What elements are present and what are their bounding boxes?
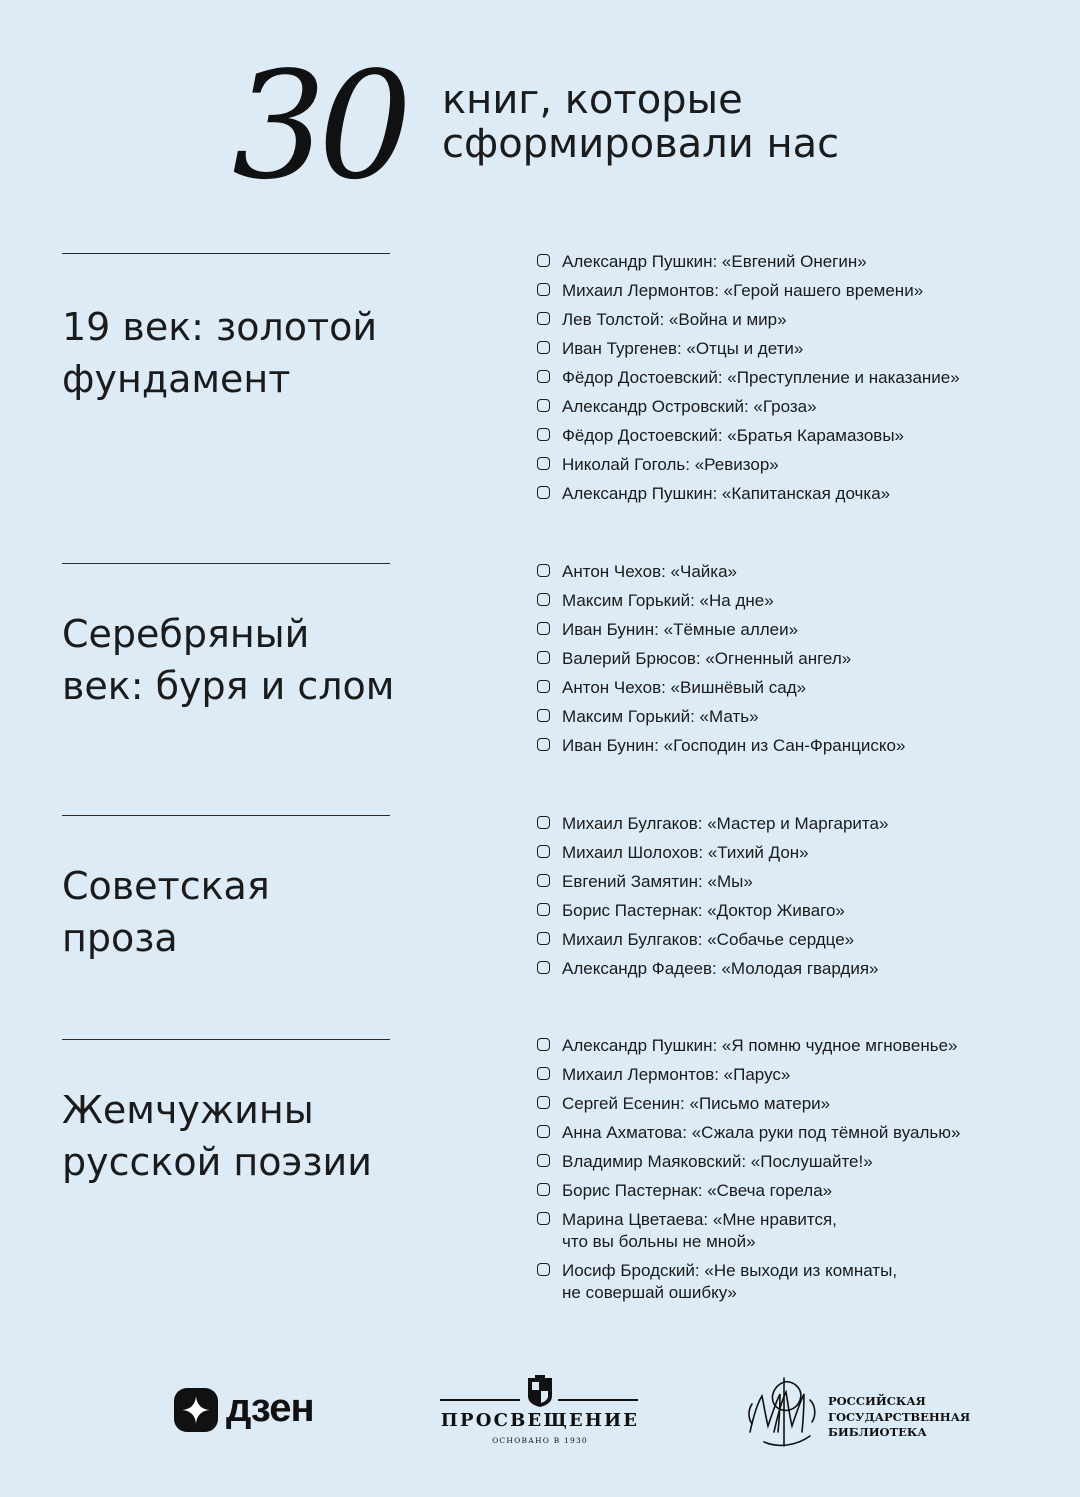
checkbox[interactable] — [537, 845, 550, 858]
book-item — [536, 1122, 1056, 1144]
section-heading-line2: русской поэзии — [62, 1140, 372, 1184]
book-title-line: Александр Фадеев: «Молодая гвардия» — [562, 959, 879, 978]
section-heading-line1: Жемчужины — [62, 1088, 314, 1132]
book-title-line: Фёдор Достоевский: «Преступление и наказание» — [562, 368, 960, 387]
logo-rule-right — [558, 1399, 638, 1401]
book-title-line: что вы больны не мной» — [562, 1232, 756, 1251]
book-item — [536, 677, 1056, 699]
rgb-monogram-icon — [744, 1374, 824, 1450]
book-item — [536, 900, 1056, 922]
book-title-line: Михаил Лермонтов: «Парус» — [562, 1065, 791, 1084]
book-item — [536, 1064, 1056, 1086]
book-title-line: Александр Пушкин: «Я помню чудное мгновенье» — [562, 1036, 958, 1055]
checkbox[interactable] — [537, 1125, 550, 1138]
logo-rule-left — [440, 1399, 520, 1401]
checkbox[interactable] — [537, 1096, 550, 1109]
book-title-line: Максим Горький: «Мать» — [562, 707, 759, 726]
section-heading-line2: век: буря и слом — [62, 664, 395, 708]
book-item — [536, 929, 1056, 951]
book-title-line: Александр Островский: «Гроза» — [562, 397, 817, 416]
book-item — [536, 1209, 1056, 1253]
checkbox[interactable] — [537, 903, 550, 916]
checkbox[interactable] — [537, 622, 550, 635]
book-list — [536, 1035, 1056, 1311]
checkbox[interactable] — [537, 1183, 550, 1196]
book-title-line: Антон Чехов: «Вишнёвый сад» — [562, 678, 807, 697]
book-item — [536, 396, 1056, 418]
section-divider — [62, 253, 390, 254]
rgb-wordmark-line3: БИБЛИОТЕКА — [828, 1425, 927, 1439]
checkbox[interactable] — [537, 370, 550, 383]
book-title-line: Иван Бунин: «Господин из Сан-Франциско» — [562, 736, 906, 755]
book-title-line: Михаил Лермонтов: «Герой нашего времени» — [562, 281, 924, 300]
book-title-line: Николай Гоголь: «Ревизор» — [562, 455, 779, 474]
prosveshchenie-subtitle: ОСНОВАНО В 1930 — [492, 1436, 588, 1445]
book-item — [536, 425, 1056, 447]
book-title-line: Лев Толстой: «Война и мир» — [562, 310, 787, 329]
book-title-line: Александр Пушкин: «Капитанская дочка» — [562, 484, 891, 503]
book-title-line: Александр Пушкин: «Евгений Онегин» — [562, 252, 867, 271]
book-title-line: Валерий Брюсов: «Огненный ангел» — [562, 649, 852, 668]
checkbox[interactable] — [537, 283, 550, 296]
prosveshchenie-wordmark: ПРОСВЕЩЕНИЕ — [440, 1410, 640, 1431]
header-title-line2: сформировали нас — [442, 121, 840, 167]
book-item — [536, 367, 1056, 389]
book-item — [536, 561, 1056, 583]
book-title-line: Антон Чехов: «Чайка» — [562, 562, 737, 581]
section-heading — [62, 860, 270, 964]
book-title-line: Михаил Булгаков: «Собачье сердце» — [562, 930, 855, 949]
checkbox[interactable] — [537, 593, 550, 606]
section-heading-line1: Серебряный — [62, 612, 310, 656]
section-divider — [62, 1039, 390, 1040]
checkbox[interactable] — [537, 738, 550, 751]
book-item — [536, 842, 1056, 864]
checkbox[interactable] — [537, 428, 550, 441]
book-item — [536, 590, 1056, 612]
book-title-line: Фёдор Достоевский: «Братья Карамазовы» — [562, 426, 905, 445]
book-item — [536, 648, 1056, 670]
checkbox[interactable] — [537, 874, 550, 887]
rgb-wordmark-line2: ГОСУДАРСТВЕННАЯ — [828, 1409, 971, 1424]
checkbox[interactable] — [537, 709, 550, 722]
dzen-logo — [174, 1386, 334, 1434]
header-title — [442, 78, 839, 166]
book-list — [536, 813, 1056, 987]
book-item — [536, 619, 1056, 641]
book-title-line: не совершай ошибку» — [562, 1283, 737, 1302]
checkbox[interactable] — [537, 651, 550, 664]
book-item — [536, 251, 1056, 273]
book-item — [536, 280, 1056, 302]
section-heading — [62, 301, 377, 405]
section-divider — [62, 815, 390, 816]
book-item — [536, 338, 1056, 360]
book-item — [536, 1260, 1056, 1304]
rgb-logo — [744, 1374, 971, 1450]
checkbox[interactable] — [537, 1263, 550, 1276]
book-title-line: Борис Пастернак: «Свеча горела» — [562, 1181, 833, 1200]
section-heading — [62, 608, 394, 712]
book-title-line: Иван Тургенев: «Отцы и дети» — [562, 339, 804, 358]
book-title-line: Анна Ахматова: «Сжала руки под тёмной вуалью» — [562, 1123, 961, 1142]
book-title-line: Иосиф Бродский: «Не выходи из комнаты, — [562, 1261, 898, 1280]
checkbox[interactable] — [537, 816, 550, 829]
book-title-line: Иван Бунин: «Тёмные аллеи» — [562, 620, 799, 639]
book-item — [536, 1180, 1056, 1202]
book-item — [536, 706, 1056, 728]
book-title-line: Михаил Булгаков: «Мастер и Маргарита» — [562, 814, 889, 833]
book-item — [536, 454, 1056, 476]
book-title-line: Сергей Есенин: «Письмо матери» — [562, 1094, 831, 1113]
book-item — [536, 1093, 1056, 1115]
book-item — [536, 483, 1056, 505]
section-heading-line2: проза — [62, 916, 178, 960]
section-heading-line2: фундамент — [62, 357, 291, 401]
book-title-line: Михаил Шолохов: «Тихий Дон» — [562, 843, 809, 862]
book-item — [536, 1151, 1056, 1173]
checkbox[interactable] — [537, 961, 550, 974]
checkbox[interactable] — [537, 932, 550, 945]
checkbox[interactable] — [537, 486, 550, 499]
book-item — [536, 735, 1056, 757]
section-divider — [62, 563, 390, 564]
header-title-line1: книг, которые — [442, 77, 743, 123]
section-heading-line1: Советская — [62, 864, 270, 908]
section-heading — [62, 1084, 372, 1188]
checkbox[interactable] — [537, 254, 550, 267]
book-item — [536, 871, 1056, 893]
book-title-line: Борис Пастернак: «Доктор Живаго» — [562, 901, 845, 920]
book-item — [536, 309, 1056, 331]
rgb-wordmark — [828, 1394, 970, 1441]
checkbox[interactable] — [537, 399, 550, 412]
checkbox[interactable] — [537, 457, 550, 470]
checkbox[interactable] — [537, 564, 550, 577]
book-title-line: Евгений Замятин: «Мы» — [562, 872, 753, 891]
rgb-wordmark-line1: РОССИЙСКАЯ — [828, 1394, 926, 1408]
section-heading-line1: 19 век: золотой — [62, 305, 378, 349]
checkbox[interactable] — [537, 680, 550, 693]
book-title-line: Владимир Маяковский: «Послушайте!» — [562, 1152, 873, 1171]
checkbox[interactable] — [537, 341, 550, 354]
dzen-star-icon — [174, 1388, 218, 1432]
book-title-line: Максим Горький: «На дне» — [562, 591, 774, 610]
dzen-wordmark: дзен — [226, 1386, 314, 1430]
book-item — [536, 813, 1056, 835]
book-item — [536, 958, 1056, 980]
prosveshchenie-emblem-icon — [526, 1374, 554, 1408]
header-number: 30 — [232, 40, 405, 212]
book-item — [536, 1035, 1056, 1057]
prosveshchenie-logo — [440, 1372, 640, 1452]
checkbox[interactable] — [537, 1038, 550, 1051]
checkbox[interactable] — [537, 1154, 550, 1167]
book-title-line: Марина Цветаева: «Мне нравится, — [562, 1210, 837, 1229]
checkbox[interactable] — [537, 1067, 550, 1080]
book-list — [536, 561, 1056, 764]
checkbox[interactable] — [537, 1212, 550, 1225]
book-list — [536, 251, 1056, 512]
checkbox[interactable] — [537, 312, 550, 325]
